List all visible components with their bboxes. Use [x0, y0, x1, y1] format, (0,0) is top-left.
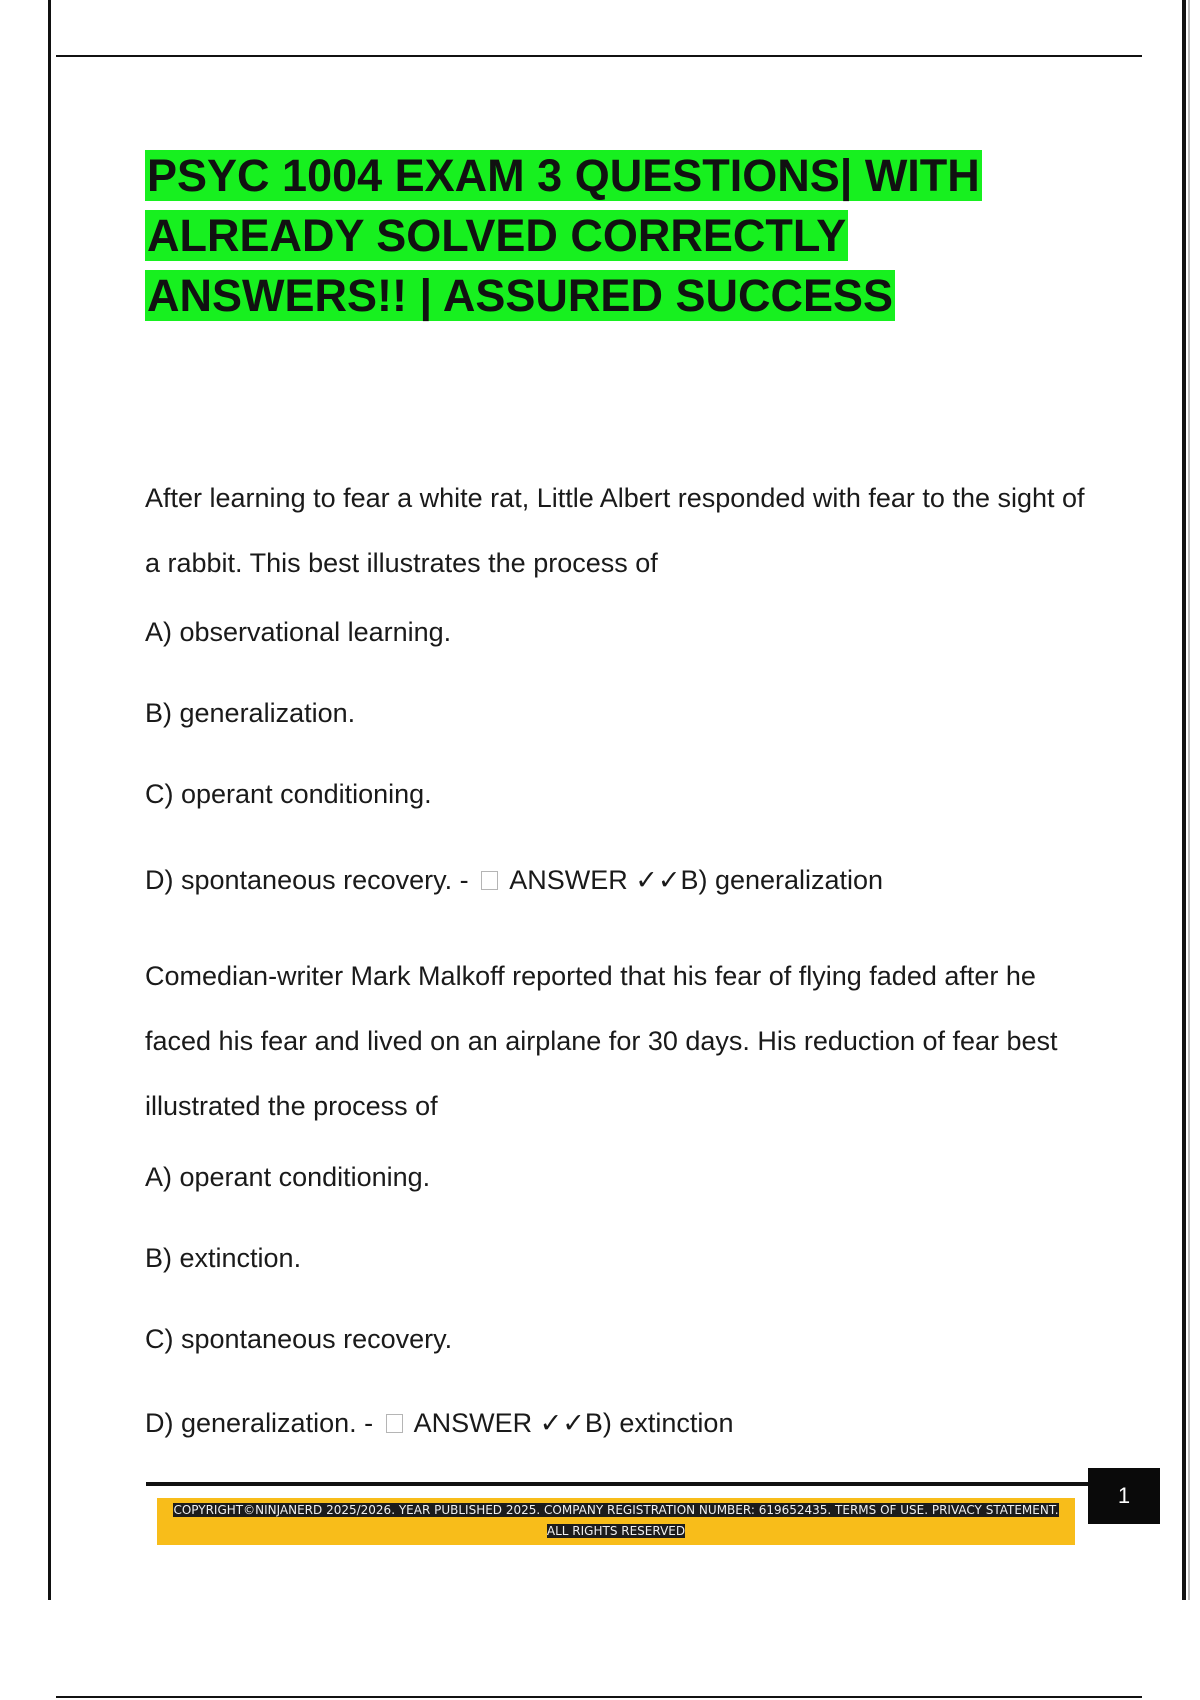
answer-option: A) operant conditioning.: [145, 1162, 431, 1192]
question-list: [145, 466, 1085, 1443]
answer-option: C) operant conditioning.: [145, 779, 432, 809]
question-block: [145, 944, 1085, 1443]
missing-glyph-icon: [386, 1414, 403, 1433]
question-block: [145, 466, 1085, 900]
page-number: 1: [1088, 1468, 1160, 1524]
answer-option: D) spontaneous recovery. -: [145, 865, 469, 895]
correct-answer: ANSWER ✓✓B) extinction: [413, 1408, 734, 1438]
footer-rule: [146, 1482, 1089, 1486]
page-border-left: [48, 0, 51, 1600]
document-title: [145, 146, 1085, 326]
answer-option: D) generalization. -: [145, 1408, 374, 1438]
footer-copyright-text: COPYRIGHT©NINJANERD 2025/2026. YEAR PUBLISHED 2025. COMPANY REGISTRATION NUMBER: 619652435. TERMS OF USE. PRIVACY STATEMENT. ALL RIGHTS RESERVED: [173, 1503, 1059, 1538]
next-page-rule: [56, 1696, 1142, 1698]
answer-option: A) observational learning.: [145, 617, 452, 647]
question-text: After learning to fear a white rat, Little Albert responded with fear to the sight of a rabbit. This best illustrates the process of: [145, 483, 1085, 578]
missing-glyph-icon: [481, 871, 498, 890]
answer-line: [145, 1403, 1085, 1443]
answer-line: [145, 860, 1085, 900]
page-border-right: [1182, 0, 1186, 1600]
answer-option: B) generalization.: [145, 698, 356, 728]
answer-option: B) extinction.: [145, 1243, 302, 1273]
document-title-text: PSYC 1004 EXAM 3 QUESTIONS| WITH ALREADY SOLVED CORRECTLY ANSWERS!! | ASSURED SUCCESS: [147, 150, 980, 321]
footer-copyright: [167, 1500, 1065, 1542]
correct-answer: ANSWER ✓✓B) generalization: [509, 865, 884, 895]
page-border-right-shadow: [1188, 0, 1190, 1600]
question-text: Comedian-writer Mark Malkoff reported that his fear of flying faded after he faced his fear and lived on an airplane for 30 days. His reduction of fear best illustrated the process of: [145, 961, 1058, 1121]
answer-option: C) spontaneous recovery.: [145, 1324, 453, 1354]
header-rule: [56, 55, 1142, 57]
